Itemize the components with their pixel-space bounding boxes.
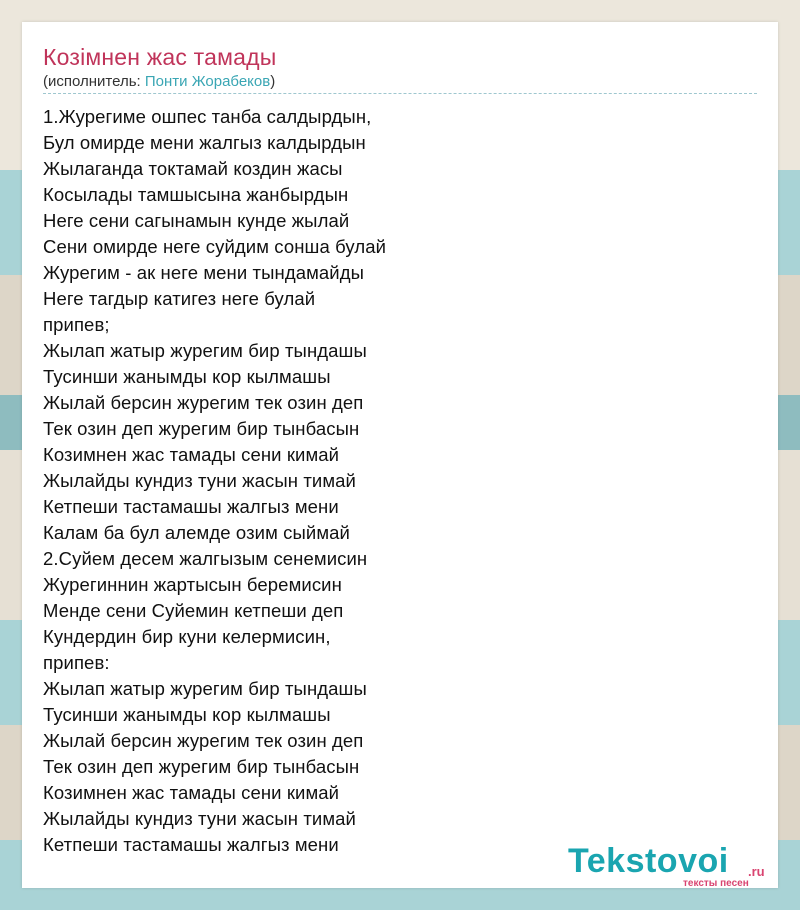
lyrics-line: Жылап жатыр журегим бир тындашы: [43, 340, 367, 361]
lyrics-text: [43, 104, 386, 858]
lyrics-line: Тек озин деп журегим бир тынбасын: [43, 418, 360, 439]
song-title: Козімнен жас тамады: [43, 44, 277, 70]
lyrics-line: припев:: [43, 652, 110, 673]
lyrics-line: Жылап жатыр журегим бир тындашы: [43, 678, 367, 699]
lyrics-line: Неге сени сагынамын кунде жылай: [43, 210, 350, 231]
lyrics-line: Тусинши жанымды кор кылмашы: [43, 366, 331, 387]
lyrics-line: 2.Суйем десем жалгызым сенемисин: [43, 548, 368, 569]
lyrics-line: 1.Журегиме ошпес танба салдырдын,: [43, 106, 372, 127]
lyrics-card: [22, 22, 778, 888]
lyrics-line: Тусинши жанымды кор кылмашы: [43, 704, 331, 725]
lyrics-line: Журегим - ак неге мени тындамайды: [43, 262, 365, 283]
artist-line: [43, 73, 275, 90]
lyrics-line: Тек озин деп журегим бир тынбасын: [43, 756, 360, 777]
logo-tagline: тексты песен: [683, 878, 749, 889]
lyrics-line: Жылайды кундиз туни жасын тимай: [43, 808, 356, 829]
lyrics-line: Жылаганда токтамай коздин жасы: [43, 158, 343, 179]
artist-link[interactable]: Понти Жорабеков: [144, 73, 271, 90]
lyrics-line: Калам ба бул алемде озим сыймай: [43, 522, 350, 543]
lyrics-line: Журегиннин жартысын беремисин: [43, 574, 342, 595]
lyrics-line: Кетпеши тастамашы жалгыз мени: [43, 834, 339, 855]
lyrics-line: Сени омирде неге суйдим сонша булай: [43, 236, 387, 257]
lyrics-line: Кундердин бир куни келермисин,: [43, 626, 331, 647]
logo-domain: .ru: [748, 864, 765, 879]
lyrics-line: Кетпеши тастамашы жалгыз мени: [43, 496, 339, 517]
lyrics-line: Косылады тамшысына жанбырдын: [43, 184, 349, 205]
artist-suffix: ): [270, 73, 276, 90]
lyrics-line: Неге тагдыр катигез неге булай: [43, 288, 316, 309]
lyrics-line: Козимнен жас тамады сени кимай: [43, 782, 340, 803]
site-logo[interactable]: [568, 842, 778, 888]
lyrics-line: припев;: [43, 314, 110, 335]
lyrics-line: Жылайды кундиз туни жасын тимай: [43, 470, 356, 491]
title-divider: [43, 93, 757, 94]
lyrics-line: Жылай берсин журегим тек озин деп: [43, 730, 364, 751]
lyrics-line: Менде сени Суйемин кетпеши деп: [43, 600, 344, 621]
logo-wordmark: Tekstovoi: [568, 842, 729, 880]
lyrics-line: Козимнен жас тамады сени кимай: [43, 444, 340, 465]
lyrics-line: Жылай берсин журегим тек озин деп: [43, 392, 364, 413]
artist-prefix: (исполнитель:: [43, 73, 145, 90]
lyrics-line: Бул омирде мени жалгыз калдырдын: [43, 132, 366, 153]
